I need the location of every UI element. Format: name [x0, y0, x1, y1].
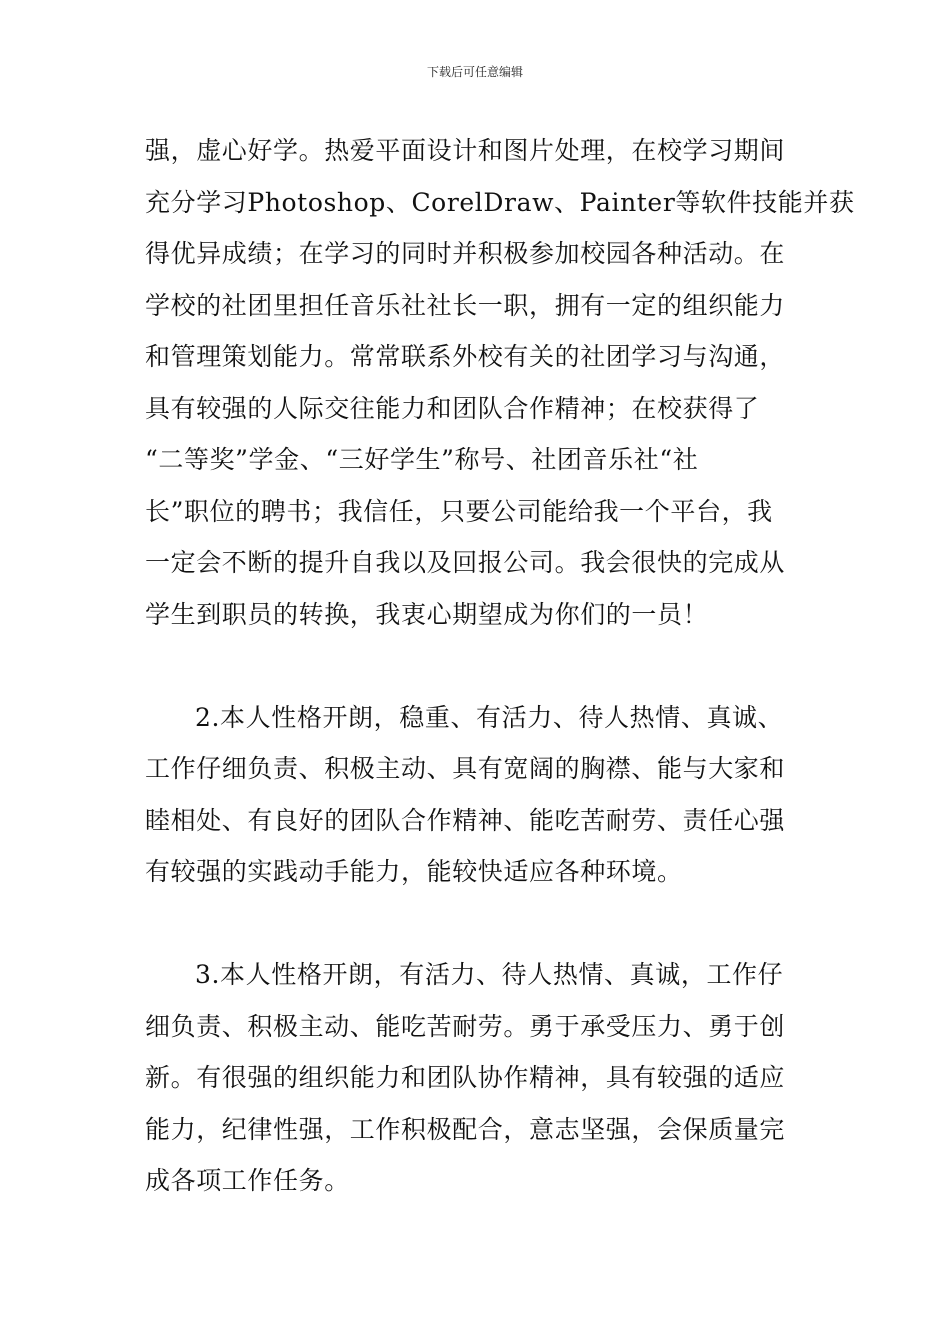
text-line: 新。有很强的组织能力和团队协作精神，具有较强的适应	[145, 1063, 786, 1092]
text-line: 得优异成绩；在学习的同时并积极参加校园各种活动。在	[145, 239, 786, 268]
page-header: 下载后可任意编辑	[426, 65, 523, 79]
text-line: 睦相处、有良好的团队合作精神、能吃苦耐劳、责任心强	[145, 805, 786, 835]
text-line: 充分学习Photoshop、CorelDraw、Painter等软件技能并获	[145, 187, 855, 217]
text-line: 强，虚心好学。热爱平面设计和图片处理，在校学习期间	[145, 136, 786, 165]
paragraph-spacer	[145, 640, 810, 692]
text-line: 2.本人性格开朗，稳重、有活力、待人热情、真诚、	[195, 702, 784, 732]
text-line: 长”职位的聘书；我信任，只要公司能给我一个平台，我	[145, 496, 773, 526]
text-line: 3.本人性格开朗，有活力、待人热情、真诚，工作仔	[195, 960, 784, 989]
text-line: 有较强的实践动手能力，能较快适应各种环境。	[145, 857, 683, 886]
text-line: 具有较强的人际交往能力和团队合作精神；在校获得了	[145, 393, 760, 423]
paragraph-1	[145, 125, 855, 640]
text-line: 学生到职员的转换，我衷心期望成为你们的一员！	[145, 599, 709, 629]
text-line: 一定会不断的提升自我以及回报公司。我会很快的完成从	[145, 548, 786, 577]
paragraph-3	[145, 949, 810, 1207]
text-line: 能力，纪律性强，工作积极配合，意志坚强，会保质量完	[145, 1114, 786, 1144]
text-line: 工作仔细负责、积极主动、具有宽阔的胸襟、能与大家和	[145, 754, 786, 783]
text-line: “二等奖”学金、“三好学生”称号、社团音乐社“社	[145, 445, 699, 474]
paragraph-2	[145, 692, 810, 898]
paragraph-spacer	[145, 898, 810, 950]
document-body	[145, 125, 855, 1207]
text-line: 细负责、积极主动、能吃苦耐劳。勇于承受压力、勇于创	[145, 1011, 786, 1041]
text-line: 成各项工作任务。	[145, 1166, 350, 1195]
text-line: 学校的社团里担任音乐社社长一职，拥有一定的组织能力	[145, 290, 786, 320]
text-line: 和管理策划能力。常常联系外校有关的社团学习与沟通，	[145, 342, 786, 371]
